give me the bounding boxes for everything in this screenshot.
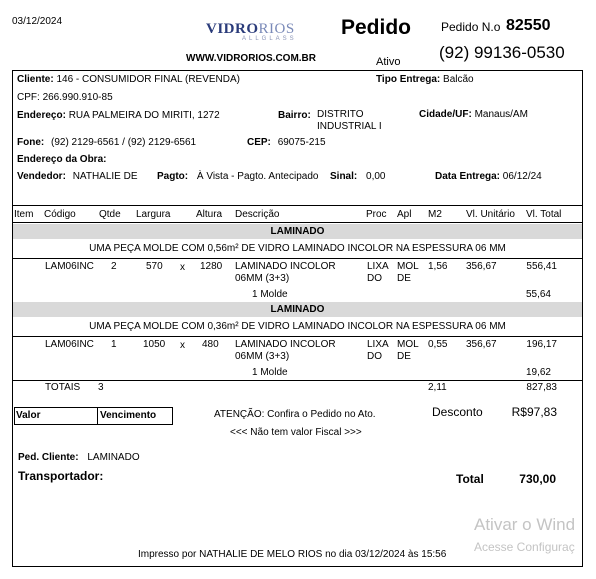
pagto-label: Pagto: xyxy=(157,171,189,182)
sinal-label: Sinal: xyxy=(330,171,358,182)
row-1-qtde: 2 xyxy=(111,261,117,272)
cpf-row xyxy=(17,92,113,103)
endereco-label: Endereço: xyxy=(17,110,66,121)
bairro-label: Bairro: xyxy=(278,110,311,121)
order-status: Ativo xyxy=(376,56,401,68)
row-2-descricao-line-1: LAMINADO INCOLOR xyxy=(235,339,336,350)
group-1-title: UMA PEÇA MOLDE COM 0,56m² DE VIDRO LAMINADO INCOLOR NA ESPESSURA 06 MM xyxy=(89,243,506,254)
nao-fiscal-note: <<< Não tem valor Fiscal >>> xyxy=(230,427,362,438)
order-number: 82550 xyxy=(506,17,551,34)
data-entrega-label: Data Entrega: xyxy=(435,171,501,182)
row-1-m2: 1,56 xyxy=(428,261,448,272)
fone-value: (92) 2129-6561 / (92) 2129-6561 xyxy=(51,137,197,148)
totais-label: TOTAIS xyxy=(45,382,81,393)
row-1-proc xyxy=(367,261,389,285)
cep-value: 69075-215 xyxy=(277,137,326,148)
cpf-value: 266.990.910-85 xyxy=(42,92,113,103)
col-header-apl: Apl xyxy=(397,209,412,220)
pagto-value: À Vista - Pagto. Antecipado xyxy=(196,171,319,182)
cidade-row xyxy=(419,109,528,120)
row-2-proc-line-1: LIXA xyxy=(367,339,389,350)
endereco-row xyxy=(17,110,220,121)
company-logo xyxy=(206,20,297,42)
sinal-value: 0,00 xyxy=(366,171,386,182)
fone-row xyxy=(17,137,196,148)
cidade-value: Manaus/AM xyxy=(474,109,528,120)
vendedor-row xyxy=(17,171,138,182)
tipo-entrega-value: Balcão xyxy=(443,74,474,85)
print-date: 03/12/2024 xyxy=(12,16,63,27)
vencimento-header: Vencimento xyxy=(100,410,157,421)
row-1-codigo: LAM06INC xyxy=(45,261,94,272)
row-1-extra-value: 55,64 xyxy=(525,289,551,300)
row-2-extra-desc: 1 Molde xyxy=(252,367,288,378)
vendedor-value: NATHALIE DE xyxy=(72,171,138,182)
row-1-descricao-line-1: LAMINADO INCOLOR xyxy=(235,261,336,272)
order-number-label: Pedido N.o xyxy=(441,20,501,34)
row-1-apl-line-2: DE xyxy=(397,273,411,284)
row-2-altura: 480 xyxy=(202,339,219,350)
data-entrega-value: 06/12/24 xyxy=(502,171,542,182)
totais-qtde: 3 xyxy=(98,382,104,393)
endereco-obra-label: Endereço da Obra: xyxy=(17,154,107,165)
bairro-value xyxy=(317,109,382,133)
cliente-value: 146 - CONSUMIDOR FINAL (REVENDA) xyxy=(56,74,240,85)
logo-sub-text: ALLGLASS xyxy=(242,36,297,42)
col-header-descricao: Descrição xyxy=(235,209,280,220)
row-2-vl-unitario: 356,67 xyxy=(466,339,497,350)
row-2-largura: 1050 xyxy=(143,339,166,350)
row-1-proc-line-1: LIXA xyxy=(367,261,389,272)
impresso-footer: Impresso por NATHALIE DE MELO RIOS no dia 03/12/2024 às 15:56 xyxy=(138,549,447,560)
page-title: Pedido xyxy=(341,16,412,39)
endereco-value: RUA PALMEIRA DO MIRITI, 1272 xyxy=(68,110,220,121)
col-header-altura: Altura xyxy=(196,209,223,220)
ped-cliente-row xyxy=(18,452,140,463)
ped-cliente-label: Ped. Cliente: xyxy=(18,452,79,463)
row-2-vl-total: 196,17 xyxy=(526,339,557,350)
desconto-value: R$97,83 xyxy=(511,405,557,419)
total-label: Total xyxy=(456,472,484,486)
row-1-largura: 570 xyxy=(146,261,163,272)
col-header-codigo: Código xyxy=(44,209,76,220)
row-1-vl-unitario: 356,67 xyxy=(466,261,497,272)
row-1-vl-total: 556,41 xyxy=(526,261,557,272)
cep-label: CEP: xyxy=(247,137,271,148)
totals-rule xyxy=(13,380,582,381)
row-2-apl-line-1: MOL xyxy=(397,339,419,350)
vendedor-label: Vendedor: xyxy=(17,171,66,182)
activation-watermark-title: Ativar o Wind xyxy=(474,515,576,534)
group-1-category: LAMINADO xyxy=(270,226,325,237)
row-1-descricao-line-2: 06MM (3+3) xyxy=(235,273,290,284)
pagto-row xyxy=(157,171,318,182)
cpf-label: CPF: xyxy=(17,92,40,103)
activation-watermark-subtitle: Acesse Configuraç xyxy=(474,540,575,554)
sinal-row xyxy=(330,171,385,182)
group-2-title: UMA PEÇA MOLDE COM 0,36m² DE VIDRO LAMINADO INCOLOR NA ESPESSURA 06 MM xyxy=(89,321,506,332)
tipo-entrega-label: Tipo Entrega: xyxy=(376,74,441,85)
cidade-label: Cidade/UF: xyxy=(419,109,472,120)
row-1-descricao xyxy=(235,261,336,285)
desconto-label: Desconto xyxy=(432,405,483,419)
row-1-apl xyxy=(397,261,419,285)
col-header-item: Item xyxy=(14,209,34,220)
row-2-proc-line-2: DO xyxy=(367,351,382,362)
totais-m2: 2,11 xyxy=(428,382,447,393)
row-2-proc xyxy=(367,339,389,363)
cep-row xyxy=(247,137,326,148)
row-2-codigo: LAM06INC xyxy=(45,339,94,350)
row-2-x: x xyxy=(180,340,185,351)
table-top-rule xyxy=(12,205,583,206)
cliente-row xyxy=(17,74,240,85)
payment-table-divider xyxy=(97,407,98,425)
table-header-rule xyxy=(12,222,583,223)
row-2-descricao xyxy=(235,339,336,363)
row-1-altura: 1280 xyxy=(200,261,223,272)
row-2-m2: 0,55 xyxy=(428,339,448,350)
company-website: WWW.VIDRORIOS.COM.BR xyxy=(186,53,316,64)
row-2-apl-line-2: DE xyxy=(397,351,411,362)
row-1-proc-line-2: DO xyxy=(367,273,382,284)
col-header-vl-total: Vl. Total xyxy=(526,209,562,220)
bairro-line-2: INDUSTRIAL I xyxy=(317,121,382,132)
company-phone: (92) 99136-0530 xyxy=(439,43,565,62)
row-1-apl-line-1: MOL xyxy=(397,261,419,272)
tipo-entrega-row xyxy=(376,74,474,85)
row-1-extra-desc: 1 Molde xyxy=(252,289,288,300)
logo-main-text: VIDRO xyxy=(206,21,259,37)
group-2-rule xyxy=(13,336,582,337)
cliente-label: Cliente: xyxy=(17,74,54,85)
row-2-apl xyxy=(397,339,419,363)
col-header-proc: Proc xyxy=(366,209,387,220)
col-header-m2: M2 xyxy=(428,209,442,220)
group-2-category: LAMINADO xyxy=(270,304,325,315)
total-value: 730,00 xyxy=(519,472,556,486)
row-2-extra-value: 19,62 xyxy=(525,367,551,378)
data-entrega-row xyxy=(435,171,542,182)
col-header-largura: Largura xyxy=(136,209,171,220)
atencao-note: ATENÇÃO: Confira o Pedido no Ato. xyxy=(214,409,376,420)
fone-label: Fone: xyxy=(17,137,45,148)
group-1-rule xyxy=(13,258,582,259)
valor-header: Valor xyxy=(16,410,41,421)
transportador-label: Transportador: xyxy=(18,469,104,483)
row-2-qtde: 1 xyxy=(111,339,117,350)
ped-cliente-value: LAMINADO xyxy=(87,452,140,463)
logo-accent-text: RIOS xyxy=(258,21,295,37)
bairro-line-1: DISTRITO xyxy=(317,109,364,120)
row-1-x: x xyxy=(180,262,185,273)
row-2-descricao-line-2: 06MM (3+3) xyxy=(235,351,290,362)
col-header-vl-unitario: Vl. Unitário xyxy=(466,209,515,220)
col-header-qtde: Qtde xyxy=(99,209,121,220)
totais-value: 827,83 xyxy=(526,382,557,393)
